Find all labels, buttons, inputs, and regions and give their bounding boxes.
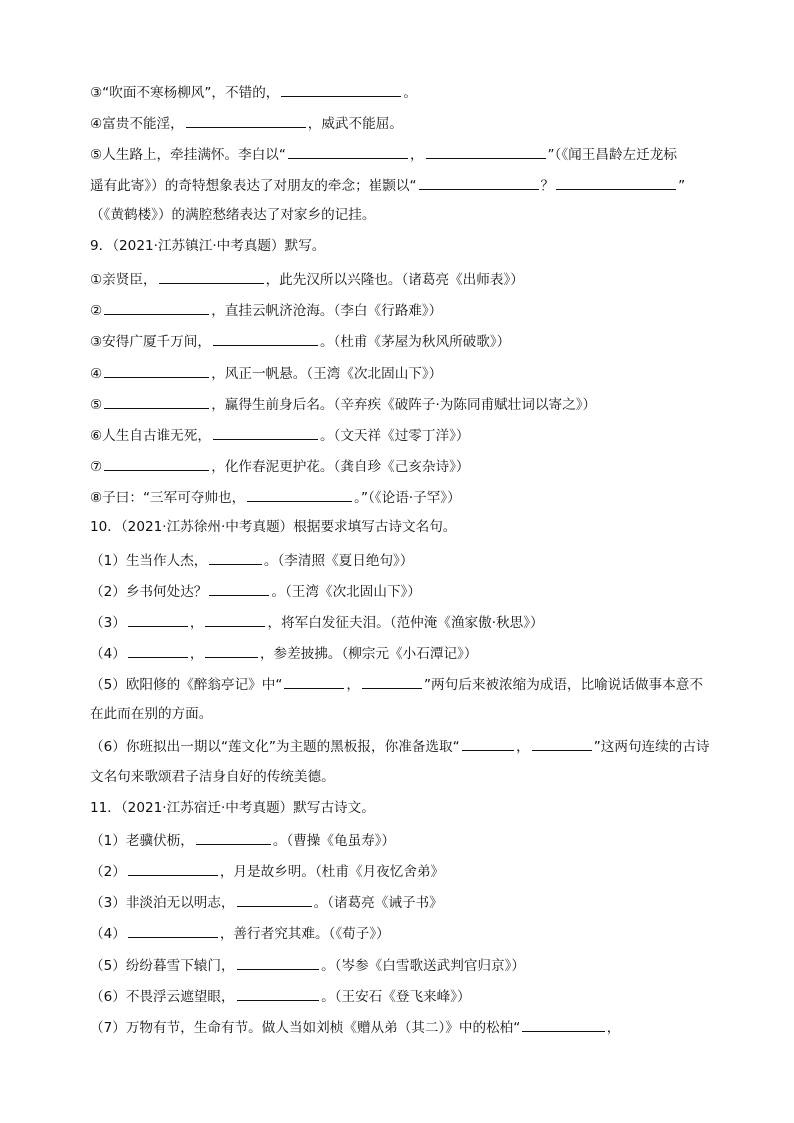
line-text: ， bbox=[189, 646, 204, 662]
line-text: ② bbox=[90, 303, 103, 319]
line-text: ， bbox=[346, 677, 361, 693]
line-text: ， bbox=[409, 147, 424, 163]
answer-blank[interactable] bbox=[284, 673, 344, 689]
line-text: （《黄鹤楼》）的满腔愁绪表达了对家乡的记挂。 bbox=[90, 207, 376, 223]
text-line bbox=[90, 268, 710, 290]
text-line bbox=[90, 860, 710, 882]
text-line bbox=[90, 1016, 710, 1038]
line-text: ，参差披拂。（柳宗元《小石潭记》） bbox=[259, 646, 478, 662]
text-line bbox=[90, 891, 710, 913]
line-text: ④ bbox=[90, 366, 103, 382]
text-line bbox=[90, 829, 710, 851]
line-text: ，此先汉所以兴隆也。（诸葛亮《出师表》） bbox=[265, 272, 524, 288]
line-text: ，风正一帆悬。（王湾《次北固山下》） bbox=[211, 366, 443, 382]
line-text: 在此而在别的方面。 bbox=[90, 706, 213, 722]
answer-blank[interactable] bbox=[247, 486, 352, 502]
line-text: 。（王安石《登飞来峰》） bbox=[321, 989, 471, 1005]
line-text: （6）你班拟出一期以“莲文化”为主题的黑板报，你准备选取“ bbox=[90, 739, 460, 755]
text-line bbox=[90, 985, 710, 1007]
text-line bbox=[90, 205, 710, 227]
line-text: ⑤人生路上，牵挂满怀。李白以“ bbox=[90, 147, 286, 163]
text-line bbox=[90, 673, 710, 695]
answer-blank[interactable] bbox=[556, 174, 676, 190]
line-text: ，威武不能屈。 bbox=[307, 116, 403, 132]
text-line bbox=[90, 735, 710, 757]
line-text: 11．（2021·江苏宿迁·中考真题）默写古诗文。 bbox=[90, 800, 375, 816]
answer-blank[interactable] bbox=[209, 549, 262, 565]
answer-blank[interactable] bbox=[213, 330, 318, 346]
line-text: ④富贵不能淫， bbox=[90, 116, 184, 132]
text-line bbox=[90, 362, 710, 384]
line-text: ，月是故乡明。（杜甫《月夜忆舍弟》 bbox=[219, 864, 445, 880]
answer-blank[interactable] bbox=[128, 611, 188, 627]
text-line bbox=[90, 517, 710, 539]
answer-blank[interactable] bbox=[104, 362, 209, 378]
line-text: （2） bbox=[90, 864, 126, 880]
answer-blank[interactable] bbox=[237, 891, 312, 907]
line-text: 遥有此寄》）的奇特想象表达了对朋友的牵念；崔颢以“ bbox=[90, 178, 417, 194]
text-line bbox=[90, 236, 710, 258]
text-line bbox=[90, 549, 710, 571]
text-line bbox=[90, 455, 710, 477]
line-text: ①亲贤臣， bbox=[90, 272, 157, 288]
line-text: （4） bbox=[90, 646, 126, 662]
line-text: ，直挂云帆济沧海。（李白《行路难》） bbox=[211, 303, 443, 319]
line-text: ③“吹面不寒杨柳风”，不错的， bbox=[90, 85, 280, 101]
line-text: ， bbox=[189, 615, 204, 631]
line-text: ，将军白发征夫泪。（范仲淹《渔家傲·秋思》） bbox=[267, 615, 544, 631]
line-text: 。”（《论语·子罕》） bbox=[354, 490, 461, 506]
line-text: 。（杜甫《茅屋为秋风所破歌》） bbox=[319, 334, 511, 350]
text-line bbox=[90, 767, 710, 789]
line-text: （4） bbox=[90, 926, 126, 942]
line-text: ”两句后来被浓缩为成语，比喻说话做事本意不 bbox=[424, 677, 703, 693]
line-text: ， bbox=[606, 1020, 621, 1036]
text-line bbox=[90, 330, 710, 352]
line-text: ，赢得生前身后名。（辛弃疾《破阵子·为陈同甫赋壮词以寄之》） bbox=[211, 397, 597, 413]
answer-blank[interactable] bbox=[288, 143, 408, 159]
line-text: 。（文天祥《过零丁洋》） bbox=[319, 428, 470, 444]
answer-blank[interactable] bbox=[462, 735, 515, 751]
answer-blank[interactable] bbox=[237, 985, 320, 1001]
text-line bbox=[90, 798, 710, 820]
answer-blank[interactable] bbox=[128, 922, 218, 938]
line-text: 。（岑参《白雪歌送武判官归京》） bbox=[321, 958, 525, 974]
line-text: ⑧子曰：“三军可夺帅也， bbox=[90, 490, 246, 506]
line-text: 。（李清照《夏日绝句》） bbox=[263, 553, 414, 569]
line-text: ”（《闻王昌龄左迁龙标 bbox=[547, 147, 677, 163]
text-line bbox=[90, 424, 710, 446]
text-line bbox=[90, 642, 710, 664]
line-text: 。 bbox=[403, 85, 417, 101]
text-line bbox=[90, 486, 710, 508]
answer-blank[interactable] bbox=[159, 268, 264, 284]
line-text: 9．（2021·江苏镇江·中考真题）默写。 bbox=[90, 238, 326, 254]
answer-blank[interactable] bbox=[419, 174, 539, 190]
answer-blank[interactable] bbox=[281, 81, 401, 97]
line-text: 。（王湾《次北固山下》） bbox=[271, 584, 421, 600]
line-text: ⑦ bbox=[90, 459, 103, 475]
answer-blank[interactable] bbox=[205, 642, 258, 658]
line-text: （5）欧阳修的《醉翁亭记》中“ bbox=[90, 677, 283, 693]
text-line bbox=[90, 954, 710, 976]
line-text: （6）不畏浮云遮望眼， bbox=[90, 989, 235, 1005]
text-line bbox=[90, 580, 710, 602]
line-text: ”这两句连续的古诗 bbox=[593, 739, 710, 755]
answer-blank[interactable] bbox=[237, 954, 320, 970]
answer-blank[interactable] bbox=[522, 1016, 605, 1032]
answer-blank[interactable] bbox=[205, 611, 265, 627]
text-line bbox=[90, 611, 710, 633]
answer-blank[interactable] bbox=[186, 112, 306, 128]
line-text: ，化作春泥更护花。（龚自珍《己亥杂诗》） bbox=[211, 459, 470, 475]
answer-blank[interactable] bbox=[196, 829, 271, 845]
answer-blank[interactable] bbox=[362, 673, 422, 689]
line-text: 10．（2021·江苏徐州·中考真题）根据要求填写古诗文名句。 bbox=[90, 519, 457, 535]
answer-blank[interactable] bbox=[426, 143, 546, 159]
line-text: （1）老骥伏枥， bbox=[90, 833, 194, 849]
answer-blank[interactable] bbox=[128, 860, 218, 876]
answer-blank[interactable] bbox=[128, 642, 188, 658]
line-text: ” bbox=[678, 178, 686, 194]
text-line bbox=[90, 174, 710, 196]
answer-blank[interactable] bbox=[104, 455, 209, 471]
line-text: （7）万物有节，生命有节。做人当如刘桢《赠从弟（其二）》中的松柏“ bbox=[90, 1020, 521, 1036]
answer-blank[interactable] bbox=[104, 299, 209, 315]
line-text: ，善行者究其难。（《荀子》） bbox=[219, 926, 390, 942]
line-text: （3） bbox=[90, 615, 126, 631]
line-text: ③安得广厦千万间， bbox=[90, 334, 211, 350]
answer-blank[interactable] bbox=[213, 424, 318, 440]
line-text: ⑤ bbox=[90, 397, 103, 413]
answer-blank[interactable] bbox=[209, 580, 269, 596]
text-line bbox=[90, 393, 710, 415]
line-text: ， bbox=[516, 739, 530, 755]
line-text: ⑥人生自古谁无死， bbox=[90, 428, 211, 444]
line-text: （3）非淡泊无以明志， bbox=[90, 895, 235, 911]
answer-blank[interactable] bbox=[532, 735, 592, 751]
line-text: （5）纷纷暮雪下辕门， bbox=[90, 958, 235, 974]
line-text: 文名句来歌颂君子洁身自好的传统美德。 bbox=[90, 769, 335, 785]
line-text: （2）乡书何处达？ bbox=[90, 584, 208, 600]
text-line bbox=[90, 81, 710, 103]
text-line bbox=[90, 704, 710, 726]
text-line bbox=[90, 299, 710, 321]
line-text: 。（曹操《龟虽寿》） bbox=[272, 833, 396, 849]
answer-blank[interactable] bbox=[104, 393, 209, 409]
text-line bbox=[90, 922, 710, 944]
text-line bbox=[90, 112, 710, 134]
line-text: ？ bbox=[540, 178, 555, 194]
text-line bbox=[90, 143, 710, 165]
line-text: 。（诸葛亮《诫子书》 bbox=[313, 895, 443, 911]
line-text: （1）生当作人杰， bbox=[90, 553, 208, 569]
